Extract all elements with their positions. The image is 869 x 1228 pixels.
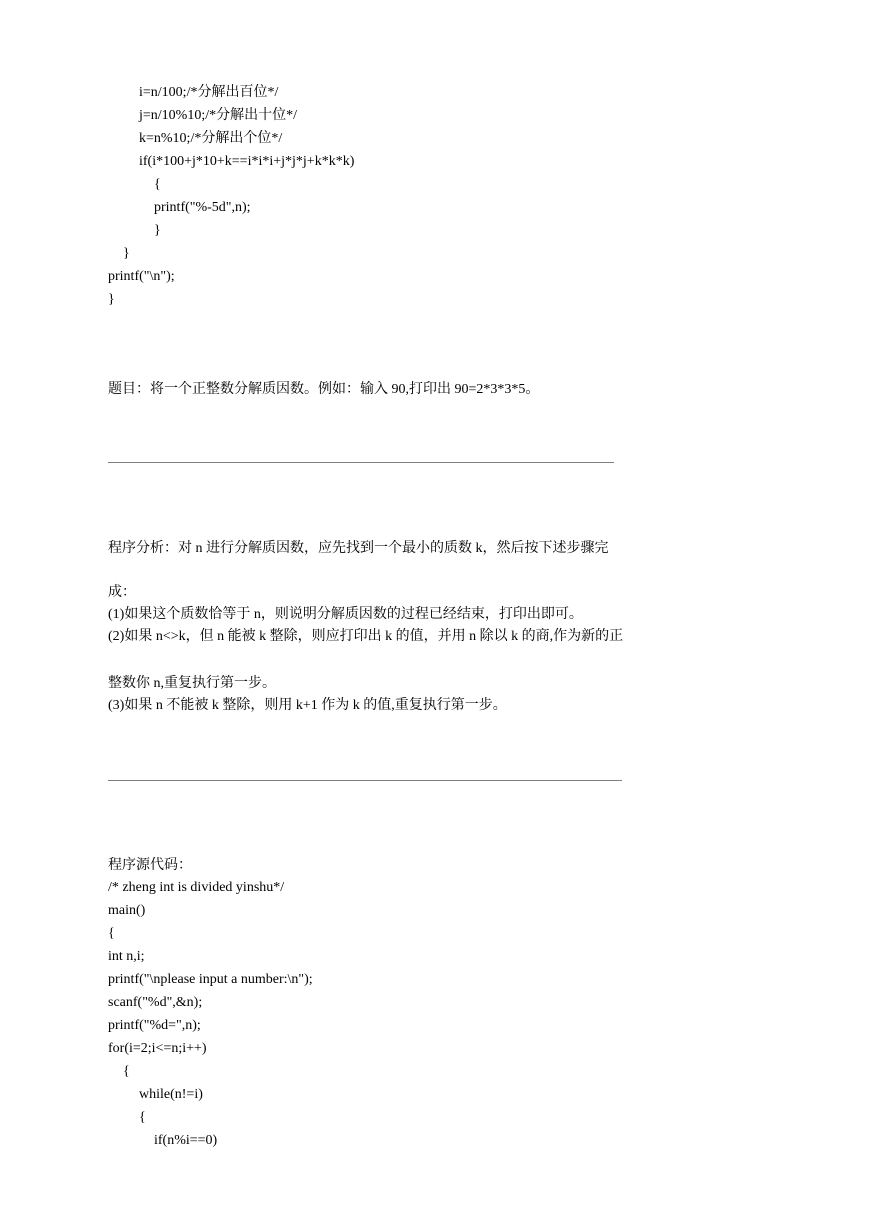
analysis-line: (2)如果 n<>k，但 n 能被 k 整除，则应打印出 k 的值，并用 n 除以 k 的商,作为新的正 [108, 629, 624, 644]
code-line: if(i*100+j*10+k==i*i*i+j*j*j+k*k*k) [139, 154, 355, 169]
code-line: j=n/10%10;/*分解出十位*/ [139, 108, 298, 123]
code-line: /* zheng int is divided yinshu*/ [108, 880, 285, 895]
code-line: { [139, 1110, 146, 1125]
code-line: printf("\n"); [108, 269, 175, 284]
code-line: printf("\nplease input a number:\n"); [108, 972, 313, 987]
code-line: i=n/100;/*分解出百位*/ [139, 85, 279, 100]
code-line: int n,i; [108, 949, 145, 964]
code-line: k=n%10;/*分解出个位*/ [139, 131, 283, 146]
code-line: for(i=2;i<=n;i++) [108, 1041, 207, 1056]
code-line: } [108, 292, 115, 307]
code-line: main() [108, 903, 146, 918]
problem-statement: 题目：将一个正整数分解质因数。例如：输入 90,打印出 90=2*3*3*5。 [108, 382, 540, 397]
code-line: if(n%i==0) [154, 1133, 218, 1148]
separator-line [108, 462, 614, 463]
separator-line [108, 780, 622, 781]
code-line: scanf("%d",&n); [108, 995, 203, 1010]
analysis-line: 整数你 n,重复执行第一步。 [108, 676, 276, 691]
code-line: { [154, 177, 161, 192]
code-line: } [154, 223, 161, 238]
code-line: } [123, 246, 130, 261]
analysis-line: 程序分析：对 n 进行分解质因数，应先找到一个最小的质数 k，然后按下述步骤完 [108, 541, 609, 556]
source-label: 程序源代码： [108, 858, 192, 873]
analysis-line: 成： [108, 585, 136, 600]
code-line: { [123, 1064, 130, 1079]
code-line: { [108, 926, 115, 941]
analysis-line: (3)如果 n 不能被 k 整除，则用 k+1 作为 k 的值,重复执行第一步。 [108, 698, 507, 713]
code-line: while(n!=i) [139, 1087, 203, 1102]
code-line: printf("%-5d",n); [154, 200, 251, 215]
analysis-line: (1)如果这个质数恰等于 n，则说明分解质因数的过程已经结束，打印出即可。 [108, 607, 583, 622]
code-line: printf("%d=",n); [108, 1018, 201, 1033]
